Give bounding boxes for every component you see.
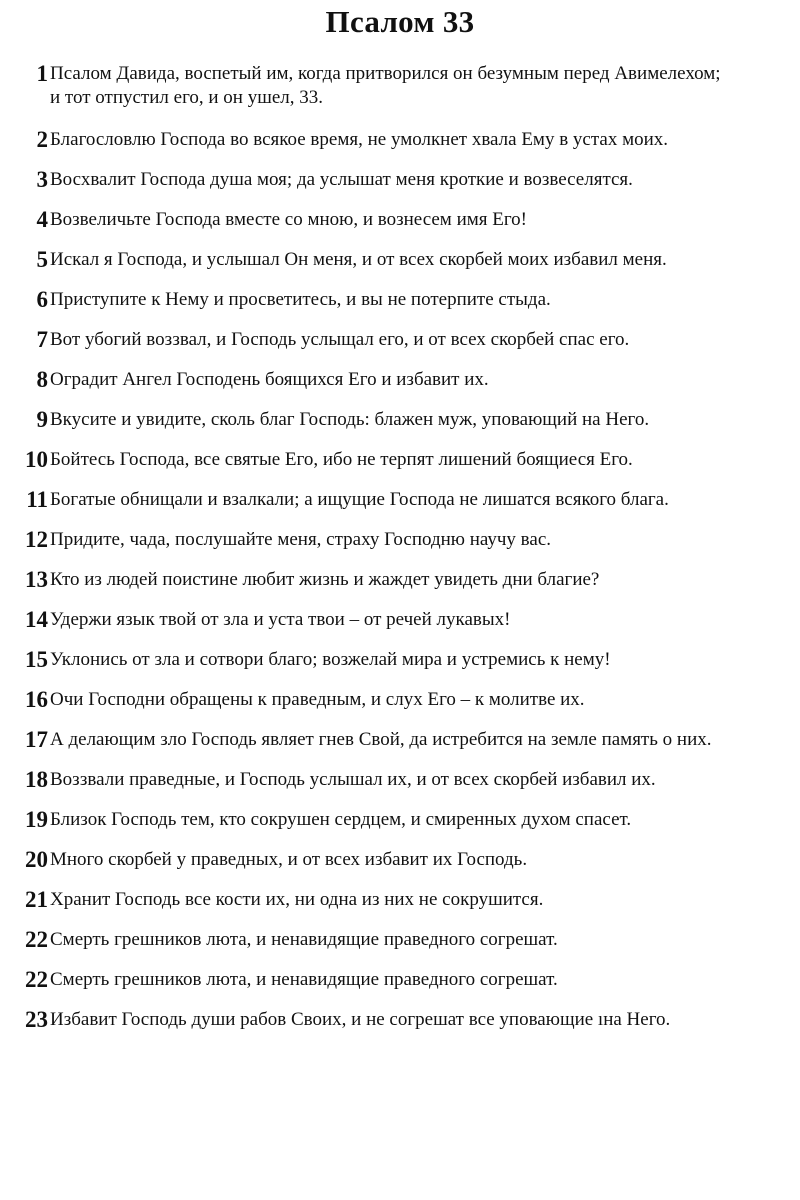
verse-number: 8 <box>36 367 48 392</box>
verse-text: Удержи язык твой от зла и уста твои – от речей лукавых! <box>50 609 511 630</box>
verse-text: Приступите к Нему и просветитесь, и вы не потерпите стыда. <box>50 289 551 310</box>
verse-text: А делающим зло Господь являет гнев Свой, да истребится на земле память о них. <box>50 729 712 750</box>
verse-number: 10 <box>25 447 48 472</box>
verse-item <box>24 648 764 672</box>
verse-item <box>24 728 764 752</box>
verse-number: 13 <box>25 567 48 592</box>
verse-text: Смерть грешников люта, и ненавидящие праведного согрешат. <box>50 929 558 950</box>
verse-item <box>24 368 764 392</box>
verse-item <box>24 408 764 432</box>
verse-text: Избавит Господь души рабов Своих, и не согрешат все уповающие ıна Него. <box>50 1009 671 1030</box>
verse-text: Искал я Господа, и услышал Он меня, и от всех скорбей моих избавил меня. <box>50 249 667 270</box>
verse-item <box>24 968 764 992</box>
verse-number: 14 <box>25 607 48 632</box>
verse-number: 19 <box>25 807 48 832</box>
verse-number: 5 <box>36 247 48 272</box>
verse-number: 9 <box>36 407 48 432</box>
verse-text: Уклонись от зла и сотвори благо; возжелай мира и устремись к нему! <box>50 649 611 670</box>
verse-text-continued: и тот отпустил его, и он ушел, 33. <box>50 87 324 108</box>
verse-item <box>24 248 764 272</box>
verse-item <box>24 488 764 512</box>
verse-text: Благословлю Господа во всякое время, не умолкнет хвала Ему в устах моих. <box>50 129 669 150</box>
verse-text: Восхвалит Господа душа моя; да услышат меня кроткие и возвеселятся. <box>50 169 633 190</box>
verse-number: 11 <box>26 487 48 512</box>
verse-number: 21 <box>25 887 48 912</box>
verse-item <box>24 848 764 872</box>
verse-number: 18 <box>25 767 48 792</box>
verse-number: 1 <box>36 61 48 86</box>
verse-number: 3 <box>36 167 48 192</box>
verse-number: 23 <box>25 1007 48 1032</box>
verse-number: 17 <box>25 727 48 752</box>
verse-text: Вкусите и увидите, сколь благ Господь: блажен муж, уповающий на Него. <box>50 409 650 430</box>
verse-number: 16 <box>25 687 48 712</box>
verse-text: Возвеличьте Господа вместе со мною, и вознесем имя Его! <box>50 209 528 230</box>
verse-item <box>24 128 764 152</box>
verse-text: Придите, чада, послушайте меня, страху Господню научу вас. <box>50 529 552 550</box>
verse-text: Близок Господь тем, кто сокрушен сердцем, и смиренных духом спасет. <box>50 809 632 830</box>
verse-text: Кто из людей поистине любит жизнь и жаждет увидеть дни благие? <box>50 569 600 590</box>
verse-number: 22 <box>25 967 48 992</box>
verse-number: 4 <box>36 207 48 232</box>
verse-text: Оградит Ангел Господень боящихся Его и избавит их. <box>50 369 489 390</box>
verse-item <box>24 768 764 792</box>
verse-item <box>24 62 764 110</box>
verse-number: 15 <box>25 647 48 672</box>
verse-item <box>24 928 764 952</box>
verse-item <box>24 328 764 352</box>
verse-number: 7 <box>36 327 48 352</box>
verse-text: Очи Господни обращены к праведным, и слух Его – к молитве их. <box>50 689 585 710</box>
verse-text: Хранит Господь все кости их, ни одна из них не сокрушится. <box>50 889 544 910</box>
verse-item <box>24 1008 764 1032</box>
verse-text: Богатые обнищали и взалкали; а ищущие Господа не лишатся всякого блага. <box>50 489 669 510</box>
verse-item <box>24 528 764 552</box>
page-title: Псалом 33 <box>325 4 475 39</box>
verse-item <box>24 688 764 712</box>
verse-item <box>24 168 764 192</box>
verse-number: 20 <box>25 847 48 872</box>
verse-number: 22 <box>25 927 48 952</box>
verse-number: 2 <box>36 127 48 152</box>
verse-item <box>24 608 764 632</box>
verse-text: Псалом Давида, воспетый им, когда притворился он безумным перед Авимелехом; <box>50 63 721 84</box>
verse-item <box>24 448 764 472</box>
verse-text: Вот убогий воззвал, и Господь услыщал его, и от всех скорбей спас его. <box>50 329 630 350</box>
verse-item <box>24 888 764 912</box>
verse-item <box>24 288 764 312</box>
verse-text: Воззвали праведные, и Господь услышал их, и от всех скорбей избавил их. <box>50 769 656 790</box>
verse-number: 12 <box>25 527 48 552</box>
verse-item <box>24 568 764 592</box>
verse-number: 6 <box>36 287 48 312</box>
verse-item <box>24 808 764 832</box>
verse-list <box>24 62 764 1032</box>
verse-text: Смерть грешников люта, и ненавидящие праведного согрешат. <box>50 969 558 990</box>
verse-text: Бойтесь Господа, все святые Его, ибо не терпят лишений боящиеся Его. <box>50 449 633 470</box>
verse-item <box>24 208 764 232</box>
verse-text: Много скорбей у праведных, и от всех избавит их Господь. <box>50 849 528 870</box>
